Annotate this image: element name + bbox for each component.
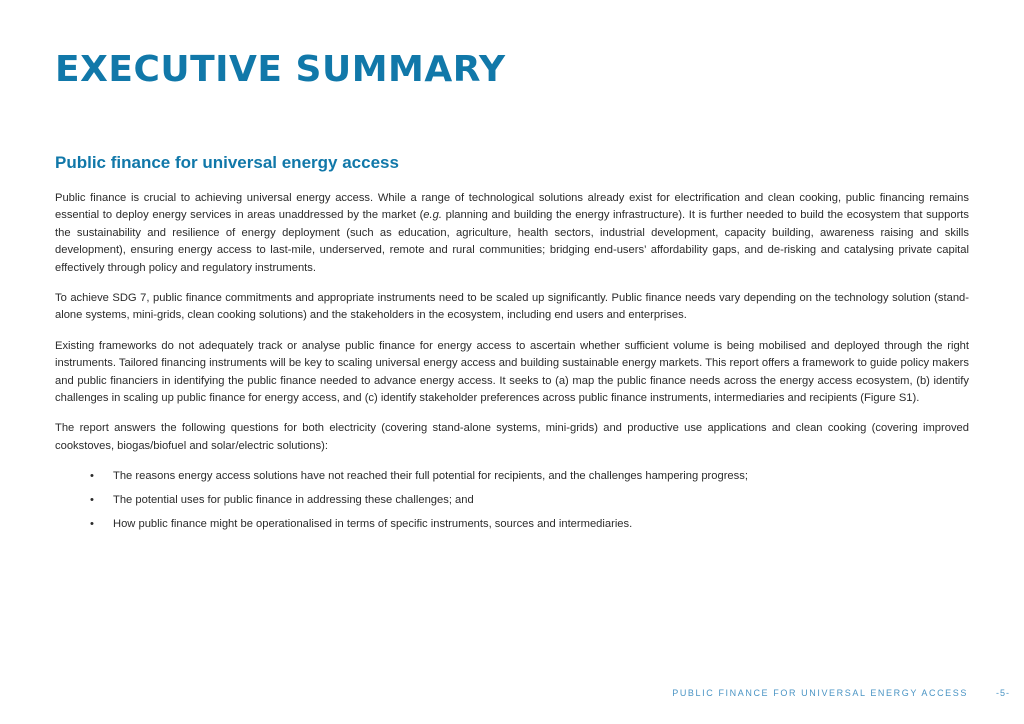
- list-item: [55, 516, 969, 533]
- paragraph-2: To achieve SDG 7, public finance commitments and appropriate instruments need to be scaled up significantly. Public finance needs vary depending on the technology solution (stand-alone systems, mini-grids, clean cooking solutions) and the stakeholders in the ecosystem, including end users and enterprises.: [55, 292, 969, 322]
- list-item: [55, 492, 969, 509]
- paragraph-1-text-b: planning and building the energy infrastructure). It is further needed to build the ecosystem that supports the sustainability and resilience of energy deployment (such as education, agriculture, health sectors, industrial development, capacity building, awareness raising and skills development), ensuring energy access to last-mile, underserved, remote and rural communities; bridging end-users’ affordability gaps, and de-risking and catalysing private capital effectively through policy and regulatory instruments.: [55, 209, 969, 274]
- list-item-text: The potential uses for public finance in addressing these challenges; and: [113, 494, 474, 507]
- paragraph-3: Existing frameworks do not adequately track or analyse public finance for energy access to ascertain whether sufficient volume is being mobilised and deployed through the right instruments. Tailored financing instruments will be key to scaling universal energy access and building sustainable energy markets. This report offers a framework to guide policy makers and public financiers in identifying the public finance needed to advance energy access. It seeks to (a) map the public finance needs across the energy access ecosystem, (b) identify challenges in scaling up public finance for energy access, and (c) identify stakeholder preferences across public finance instruments, intermediaries and recipients (Figure S1).: [55, 339, 969, 405]
- list-item-text: How public finance might be operationalised in terms of specific instruments, sources and intermediaries.: [113, 518, 633, 531]
- paragraph-1-emphasis: e.g.: [423, 209, 442, 222]
- section-heading: Public finance for universal energy access: [55, 153, 399, 172]
- bullet-icon: •: [90, 470, 94, 483]
- bullet-icon: •: [90, 494, 94, 507]
- paragraph-1-text-a: Public finance is crucial to achieving universal energy access. While a range of technological solutions already exist for electrification and clean cooking, public financing remains essential to deploy energy services in areas unaddressed by the market (: [55, 192, 969, 222]
- footer-page-number: -5-: [996, 688, 1010, 698]
- footer-report-title: PUBLIC FINANCE FOR UNIVERSAL ENERGY ACCESS: [672, 688, 968, 698]
- body-text: [55, 190, 969, 540]
- list-item: [55, 468, 969, 485]
- list-item-text: The reasons energy access solutions have not reached their full potential for recipients, and the challenges hampering progress;: [113, 470, 748, 483]
- paragraph-1: [55, 190, 969, 277]
- paragraph-4: The report answers the following questions for both electricity (covering stand-alone systems, mini-grids) and productive use applications and clean cooking (covering improved cookstoves, biogas/biofuel and solar/electric solutions):: [55, 422, 969, 452]
- page-title: EXECUTIVE SUMMARY: [55, 49, 506, 90]
- bullet-icon: •: [90, 518, 94, 531]
- bullet-list: [55, 468, 969, 533]
